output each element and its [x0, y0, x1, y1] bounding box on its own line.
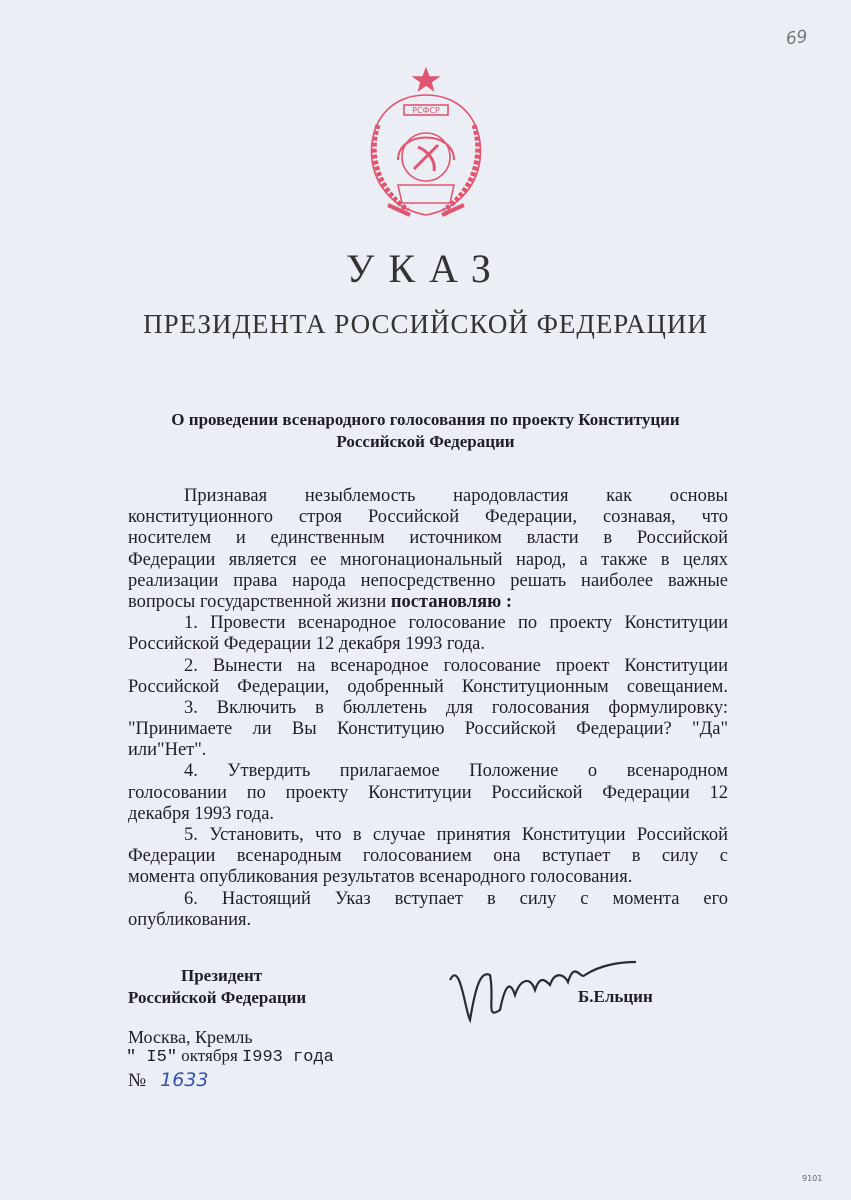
- body-line: [128, 719, 728, 740]
- signatory-position: [128, 965, 306, 1009]
- place: Москва, Кремль: [128, 1027, 253, 1047]
- body-line: [128, 634, 728, 655]
- handwritten-signature: [440, 940, 640, 1030]
- body-line-text: или"Нет".: [128, 740, 207, 761]
- body-line: [128, 910, 728, 931]
- body-line: [128, 613, 728, 634]
- number-value: 1633: [160, 1069, 209, 1091]
- body-line-text: 4. Утвердить прилагаемое Положение о всенародном: [184, 761, 728, 782]
- footer-code: 9101: [802, 1174, 823, 1183]
- body-line-text: Признавая незыблемость народовластия как основы: [184, 486, 728, 506]
- date: [126, 1046, 334, 1067]
- body-line: [128, 592, 728, 613]
- body-line: [128, 825, 728, 846]
- number-sign: №: [128, 1070, 147, 1091]
- date-quote: ": [166, 1048, 178, 1067]
- body-line-text: 6. Настоящий Указ вступает в силу с момента его: [184, 888, 728, 909]
- date-quote: ": [126, 1048, 147, 1067]
- document-title: УКАЗ: [346, 246, 505, 291]
- date-year: I993 года: [242, 1048, 334, 1067]
- body-line-text: Федерации всенародным голосованием она вступает в силу с: [128, 846, 728, 867]
- body-line-text: Российской Федерации, одобренный Конституционным совещанием.: [128, 676, 728, 697]
- rsfsr-emblem-icon: [358, 65, 494, 225]
- body-line: [128, 677, 728, 698]
- body-line-text: вопросы государственной жизни: [128, 591, 391, 612]
- resolve-keyword: постановляю :: [390, 591, 513, 612]
- body-line: [128, 867, 728, 888]
- body-line-text: 5. Установить, что в случае принятия Конституции Российской: [184, 825, 728, 845]
- body-line: [128, 571, 728, 592]
- decree-heading: [100, 409, 751, 453]
- decree-body: [128, 486, 728, 931]
- body-line: [128, 550, 728, 571]
- body-line: [128, 507, 728, 528]
- body-line: [128, 656, 728, 677]
- body-line: [128, 889, 728, 910]
- body-line-text: 3. Включить в бюллетень для голосования формулировку:: [184, 697, 728, 718]
- position-line: Президент: [181, 966, 263, 985]
- position-line: Российской Федерации: [128, 988, 307, 1007]
- body-line: [128, 698, 728, 719]
- signatory-name: Б.Ельцин: [578, 987, 653, 1006]
- body-line: [128, 740, 728, 761]
- heading-line: Российской Федерации: [336, 432, 515, 451]
- document-subtitle: ПРЕЗИДЕНТА РОССИЙСКОЙ ФЕДЕРАЦИИ: [143, 309, 708, 339]
- body-line-text: 2. Вынести на всенародное голосование проект Конституции: [184, 655, 728, 676]
- body-line-text: момента опубликования результатов всенародного голосования.: [128, 867, 633, 888]
- body-line-text: 1. Провести всенародное голосование по проекту Конституции: [184, 613, 728, 634]
- body-line: [128, 783, 728, 804]
- body-line: [128, 528, 728, 549]
- body-line: [128, 486, 728, 507]
- body-line: [128, 804, 728, 825]
- date-day: I5: [146, 1048, 167, 1067]
- body-line-text: Федерации является ее многонациональный народ, а также в целях: [128, 549, 728, 570]
- body-line-text: голосовании по проекту Конституции Российской Федерации 12: [128, 782, 728, 803]
- heading-line: О проведении всенародного голосования по проекту Конституции: [171, 410, 680, 429]
- body-line-text: "Принимаете ли Вы Конституцию Российской Федерации? "Да": [128, 719, 728, 740]
- body-line-text: носителем и единственным источником власти в Российской: [128, 528, 728, 549]
- body-line-text: конституционного строя Российской Федерации, сознавая, что: [128, 507, 728, 528]
- emblem-inscription: РСФСР: [412, 106, 440, 115]
- date-month: октября: [177, 1046, 243, 1065]
- body-line-text: опубликования.: [128, 909, 252, 930]
- body-line: [128, 846, 728, 867]
- body-line-text: Российской Федерации 12 декабря 1993 года.: [128, 634, 485, 655]
- body-line: [128, 761, 728, 782]
- archive-mark: 69: [784, 26, 809, 50]
- body-line-text: декабря 1993 года.: [128, 803, 275, 824]
- body-line-text: реализации права народа непосредственно решать наиболее важные: [128, 570, 728, 591]
- decree-number: [128, 1069, 209, 1092]
